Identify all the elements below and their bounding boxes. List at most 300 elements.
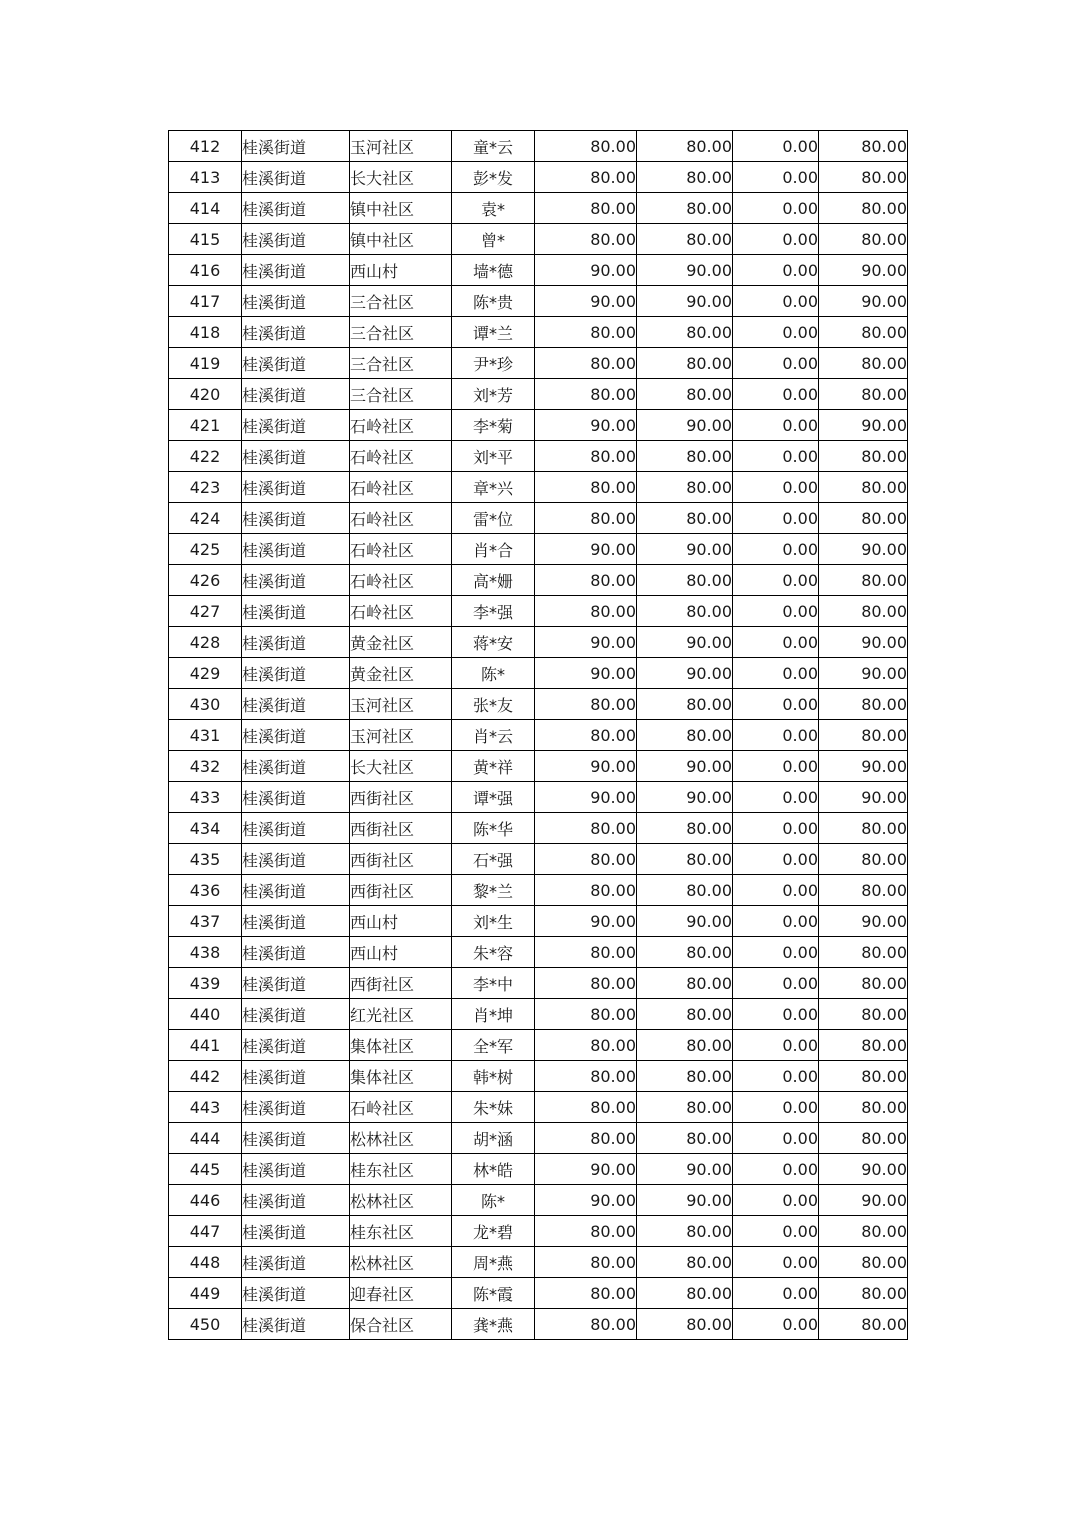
name-cell: 黄*祥 — [452, 751, 535, 782]
row-number-cell: 432 — [169, 751, 242, 782]
community-cell: 桂东社区 — [350, 1216, 452, 1247]
row-number-cell: 418 — [169, 317, 242, 348]
amount-cell: 90.00 — [535, 782, 637, 813]
amount-cell: 90.00 — [637, 627, 733, 658]
table-row — [169, 224, 908, 255]
row-number-cell: 450 — [169, 1309, 242, 1340]
amount-cell: 80.00 — [819, 1061, 908, 1092]
street-cell: 桂溪街道 — [242, 286, 350, 317]
table-row — [169, 1278, 908, 1309]
street-cell: 桂溪街道 — [242, 503, 350, 534]
community-cell: 石岭社区 — [350, 441, 452, 472]
amount-cell: 80.00 — [535, 596, 637, 627]
amount-cell: 0.00 — [733, 720, 819, 751]
amount-cell: 90.00 — [535, 410, 637, 441]
community-cell: 西街社区 — [350, 782, 452, 813]
data-table — [168, 130, 908, 1340]
amount-cell: 80.00 — [637, 1247, 733, 1278]
community-cell: 玉河社区 — [350, 720, 452, 751]
amount-cell: 0.00 — [733, 348, 819, 379]
street-cell: 桂溪街道 — [242, 1061, 350, 1092]
row-number-cell: 429 — [169, 658, 242, 689]
street-cell: 桂溪街道 — [242, 224, 350, 255]
amount-cell: 80.00 — [535, 1092, 637, 1123]
street-cell: 桂溪街道 — [242, 441, 350, 472]
name-cell: 肖*云 — [452, 720, 535, 751]
amount-cell: 0.00 — [733, 968, 819, 999]
amount-cell: 90.00 — [637, 751, 733, 782]
table-row — [169, 348, 908, 379]
community-cell: 石岭社区 — [350, 596, 452, 627]
amount-cell: 80.00 — [819, 1030, 908, 1061]
community-cell: 石岭社区 — [350, 472, 452, 503]
row-number-cell: 437 — [169, 906, 242, 937]
amount-cell: 0.00 — [733, 1185, 819, 1216]
amount-cell: 80.00 — [819, 813, 908, 844]
community-cell: 石岭社区 — [350, 1092, 452, 1123]
amount-cell: 0.00 — [733, 410, 819, 441]
table-row — [169, 1030, 908, 1061]
amount-cell: 90.00 — [535, 534, 637, 565]
name-cell: 陈* — [452, 1185, 535, 1216]
row-number-cell: 430 — [169, 689, 242, 720]
table-row — [169, 1185, 908, 1216]
name-cell: 黎*兰 — [452, 875, 535, 906]
table-row — [169, 1216, 908, 1247]
table-row — [169, 193, 908, 224]
amount-cell: 0.00 — [733, 1092, 819, 1123]
amount-cell: 90.00 — [637, 1154, 733, 1185]
row-number-cell: 428 — [169, 627, 242, 658]
table-row — [169, 1061, 908, 1092]
amount-cell: 80.00 — [637, 503, 733, 534]
amount-cell: 80.00 — [637, 968, 733, 999]
street-cell: 桂溪街道 — [242, 131, 350, 162]
street-cell: 桂溪街道 — [242, 1278, 350, 1309]
amount-cell: 0.00 — [733, 906, 819, 937]
name-cell: 高*姗 — [452, 565, 535, 596]
name-cell: 刘*芳 — [452, 379, 535, 410]
community-cell: 桂东社区 — [350, 1154, 452, 1185]
street-cell: 桂溪街道 — [242, 999, 350, 1030]
amount-cell: 80.00 — [637, 689, 733, 720]
amount-cell: 80.00 — [637, 131, 733, 162]
name-cell: 全*军 — [452, 1030, 535, 1061]
amount-cell: 80.00 — [819, 503, 908, 534]
amount-cell: 90.00 — [819, 410, 908, 441]
name-cell: 张*友 — [452, 689, 535, 720]
name-cell: 龙*碧 — [452, 1216, 535, 1247]
amount-cell: 0.00 — [733, 565, 819, 596]
community-cell: 镇中社区 — [350, 193, 452, 224]
name-cell: 陈*贵 — [452, 286, 535, 317]
table-row — [169, 286, 908, 317]
row-number-cell: 441 — [169, 1030, 242, 1061]
community-cell: 西山村 — [350, 255, 452, 286]
street-cell: 桂溪街道 — [242, 162, 350, 193]
name-cell: 胡*涵 — [452, 1123, 535, 1154]
name-cell: 李*强 — [452, 596, 535, 627]
amount-cell: 90.00 — [637, 255, 733, 286]
table-row — [169, 1123, 908, 1154]
street-cell: 桂溪街道 — [242, 1123, 350, 1154]
amount-cell: 90.00 — [819, 534, 908, 565]
amount-cell: 80.00 — [819, 596, 908, 627]
name-cell: 彭*发 — [452, 162, 535, 193]
community-cell: 西街社区 — [350, 844, 452, 875]
street-cell: 桂溪街道 — [242, 1092, 350, 1123]
amount-cell: 0.00 — [733, 224, 819, 255]
amount-cell: 80.00 — [535, 565, 637, 596]
table-row — [169, 1154, 908, 1185]
amount-cell: 80.00 — [535, 937, 637, 968]
street-cell: 桂溪街道 — [242, 379, 350, 410]
row-number-cell: 447 — [169, 1216, 242, 1247]
name-cell: 龚*燕 — [452, 1309, 535, 1340]
amount-cell: 0.00 — [733, 255, 819, 286]
amount-cell: 80.00 — [819, 1247, 908, 1278]
street-cell: 桂溪街道 — [242, 906, 350, 937]
community-cell: 玉河社区 — [350, 689, 452, 720]
street-cell: 桂溪街道 — [242, 1309, 350, 1340]
amount-cell: 0.00 — [733, 1216, 819, 1247]
amount-cell: 80.00 — [535, 1030, 637, 1061]
street-cell: 桂溪街道 — [242, 658, 350, 689]
name-cell: 尹*珍 — [452, 348, 535, 379]
row-number-cell: 439 — [169, 968, 242, 999]
table-row — [169, 131, 908, 162]
row-number-cell: 413 — [169, 162, 242, 193]
table-row — [169, 379, 908, 410]
row-number-cell: 425 — [169, 534, 242, 565]
name-cell: 袁* — [452, 193, 535, 224]
amount-cell: 80.00 — [535, 844, 637, 875]
table-row — [169, 565, 908, 596]
amount-cell: 90.00 — [535, 1185, 637, 1216]
amount-cell: 80.00 — [637, 1061, 733, 1092]
amount-cell: 80.00 — [535, 689, 637, 720]
name-cell: 刘*生 — [452, 906, 535, 937]
amount-cell: 80.00 — [819, 844, 908, 875]
amount-cell: 80.00 — [819, 1123, 908, 1154]
table-row — [169, 627, 908, 658]
community-cell: 三合社区 — [350, 379, 452, 410]
table-row — [169, 255, 908, 286]
row-number-cell: 419 — [169, 348, 242, 379]
table-row — [169, 441, 908, 472]
amount-cell: 0.00 — [733, 472, 819, 503]
amount-cell: 80.00 — [535, 720, 637, 751]
row-number-cell: 422 — [169, 441, 242, 472]
amount-cell: 80.00 — [535, 162, 637, 193]
name-cell: 陈*华 — [452, 813, 535, 844]
amount-cell: 0.00 — [733, 999, 819, 1030]
name-cell: 李*中 — [452, 968, 535, 999]
amount-cell: 80.00 — [819, 937, 908, 968]
amount-cell: 80.00 — [535, 1216, 637, 1247]
name-cell: 谭*兰 — [452, 317, 535, 348]
amount-cell: 0.00 — [733, 162, 819, 193]
table-row — [169, 968, 908, 999]
amount-cell: 80.00 — [637, 999, 733, 1030]
community-cell: 西山村 — [350, 937, 452, 968]
amount-cell: 80.00 — [819, 193, 908, 224]
table-row — [169, 782, 908, 813]
community-cell: 保合社区 — [350, 1309, 452, 1340]
community-cell: 集体社区 — [350, 1030, 452, 1061]
amount-cell: 0.00 — [733, 534, 819, 565]
street-cell: 桂溪街道 — [242, 1030, 350, 1061]
amount-cell: 90.00 — [819, 782, 908, 813]
table-row — [169, 999, 908, 1030]
street-cell: 桂溪街道 — [242, 255, 350, 286]
amount-cell: 80.00 — [637, 1278, 733, 1309]
community-cell: 石岭社区 — [350, 410, 452, 441]
amount-cell: 80.00 — [637, 379, 733, 410]
amount-cell: 80.00 — [637, 1309, 733, 1340]
row-number-cell: 424 — [169, 503, 242, 534]
amount-cell: 90.00 — [637, 1185, 733, 1216]
street-cell: 桂溪街道 — [242, 317, 350, 348]
street-cell: 桂溪街道 — [242, 968, 350, 999]
amount-cell: 90.00 — [819, 286, 908, 317]
amount-cell: 80.00 — [819, 1092, 908, 1123]
name-cell: 曾* — [452, 224, 535, 255]
street-cell: 桂溪街道 — [242, 844, 350, 875]
community-cell: 松林社区 — [350, 1247, 452, 1278]
amount-cell: 80.00 — [819, 162, 908, 193]
row-number-cell: 435 — [169, 844, 242, 875]
table-row — [169, 503, 908, 534]
street-cell: 桂溪街道 — [242, 689, 350, 720]
amount-cell: 80.00 — [819, 348, 908, 379]
street-cell: 桂溪街道 — [242, 720, 350, 751]
community-cell: 长大社区 — [350, 751, 452, 782]
table-row — [169, 844, 908, 875]
row-number-cell: 414 — [169, 193, 242, 224]
amount-cell: 0.00 — [733, 813, 819, 844]
amount-cell: 90.00 — [637, 534, 733, 565]
table-row — [169, 906, 908, 937]
amount-cell: 80.00 — [637, 441, 733, 472]
amount-cell: 80.00 — [535, 379, 637, 410]
amount-cell: 80.00 — [637, 224, 733, 255]
name-cell: 童*云 — [452, 131, 535, 162]
community-cell: 镇中社区 — [350, 224, 452, 255]
amount-cell: 0.00 — [733, 751, 819, 782]
amount-cell: 90.00 — [535, 906, 637, 937]
amount-cell: 80.00 — [637, 162, 733, 193]
table-body — [169, 131, 908, 1340]
community-cell: 西街社区 — [350, 875, 452, 906]
amount-cell: 80.00 — [819, 317, 908, 348]
amount-cell: 80.00 — [535, 968, 637, 999]
amount-cell: 90.00 — [819, 1154, 908, 1185]
amount-cell: 90.00 — [819, 255, 908, 286]
community-cell: 西街社区 — [350, 968, 452, 999]
table-row — [169, 410, 908, 441]
amount-cell: 80.00 — [637, 844, 733, 875]
amount-cell: 80.00 — [637, 1216, 733, 1247]
amount-cell: 90.00 — [819, 751, 908, 782]
table-row — [169, 1092, 908, 1123]
community-cell: 黄金社区 — [350, 658, 452, 689]
amount-cell: 80.00 — [637, 1030, 733, 1061]
amount-cell: 80.00 — [637, 193, 733, 224]
amount-cell: 80.00 — [819, 999, 908, 1030]
amount-cell: 90.00 — [535, 1154, 637, 1185]
community-cell: 西山村 — [350, 906, 452, 937]
amount-cell: 80.00 — [637, 317, 733, 348]
amount-cell: 0.00 — [733, 1061, 819, 1092]
amount-cell: 80.00 — [535, 224, 637, 255]
amount-cell: 80.00 — [535, 131, 637, 162]
table-row — [169, 596, 908, 627]
table-row — [169, 751, 908, 782]
table-row — [169, 658, 908, 689]
community-cell: 石岭社区 — [350, 503, 452, 534]
row-number-cell: 417 — [169, 286, 242, 317]
row-number-cell: 416 — [169, 255, 242, 286]
street-cell: 桂溪街道 — [242, 193, 350, 224]
amount-cell: 90.00 — [637, 906, 733, 937]
community-cell: 玉河社区 — [350, 131, 452, 162]
amount-cell: 90.00 — [637, 782, 733, 813]
amount-cell: 0.00 — [733, 937, 819, 968]
amount-cell: 80.00 — [637, 1123, 733, 1154]
amount-cell: 80.00 — [637, 596, 733, 627]
community-cell: 三合社区 — [350, 286, 452, 317]
community-cell: 黄金社区 — [350, 627, 452, 658]
community-cell: 西街社区 — [350, 813, 452, 844]
name-cell: 蒋*安 — [452, 627, 535, 658]
table-row — [169, 813, 908, 844]
community-cell: 三合社区 — [350, 348, 452, 379]
amount-cell: 0.00 — [733, 627, 819, 658]
amount-cell: 0.00 — [733, 1154, 819, 1185]
row-number-cell: 436 — [169, 875, 242, 906]
amount-cell: 80.00 — [535, 317, 637, 348]
amount-cell: 80.00 — [637, 472, 733, 503]
row-number-cell: 427 — [169, 596, 242, 627]
name-cell: 陈*霞 — [452, 1278, 535, 1309]
name-cell: 章*兴 — [452, 472, 535, 503]
amount-cell: 80.00 — [535, 875, 637, 906]
street-cell: 桂溪街道 — [242, 534, 350, 565]
row-number-cell: 423 — [169, 472, 242, 503]
street-cell: 桂溪街道 — [242, 875, 350, 906]
amount-cell: 80.00 — [819, 875, 908, 906]
amount-cell: 0.00 — [733, 379, 819, 410]
amount-cell: 0.00 — [733, 689, 819, 720]
community-cell: 集体社区 — [350, 1061, 452, 1092]
street-cell: 桂溪街道 — [242, 751, 350, 782]
name-cell: 谭*强 — [452, 782, 535, 813]
table-row — [169, 720, 908, 751]
row-number-cell: 431 — [169, 720, 242, 751]
row-number-cell: 415 — [169, 224, 242, 255]
amount-cell: 80.00 — [535, 813, 637, 844]
table-row — [169, 875, 908, 906]
row-number-cell: 445 — [169, 1154, 242, 1185]
community-cell: 三合社区 — [350, 317, 452, 348]
name-cell: 陈* — [452, 658, 535, 689]
amount-cell: 80.00 — [819, 224, 908, 255]
amount-cell: 80.00 — [819, 441, 908, 472]
amount-cell: 80.00 — [637, 720, 733, 751]
amount-cell: 90.00 — [535, 627, 637, 658]
amount-cell: 80.00 — [819, 379, 908, 410]
row-number-cell: 433 — [169, 782, 242, 813]
table-row — [169, 1309, 908, 1340]
name-cell: 石*强 — [452, 844, 535, 875]
amount-cell: 90.00 — [535, 255, 637, 286]
community-cell: 长大社区 — [350, 162, 452, 193]
amount-cell: 80.00 — [819, 1216, 908, 1247]
amount-cell: 80.00 — [637, 348, 733, 379]
row-number-cell: 442 — [169, 1061, 242, 1092]
amount-cell: 80.00 — [535, 193, 637, 224]
amount-cell: 90.00 — [535, 658, 637, 689]
street-cell: 桂溪街道 — [242, 627, 350, 658]
amount-cell: 0.00 — [733, 193, 819, 224]
amount-cell: 80.00 — [535, 441, 637, 472]
street-cell: 桂溪街道 — [242, 937, 350, 968]
amount-cell: 80.00 — [637, 875, 733, 906]
amount-cell: 90.00 — [637, 410, 733, 441]
amount-cell: 0.00 — [733, 441, 819, 472]
amount-cell: 80.00 — [819, 472, 908, 503]
amount-cell: 90.00 — [819, 627, 908, 658]
amount-cell: 0.00 — [733, 1309, 819, 1340]
amount-cell: 0.00 — [733, 1247, 819, 1278]
row-number-cell: 449 — [169, 1278, 242, 1309]
amount-cell: 80.00 — [819, 565, 908, 596]
amount-cell: 90.00 — [637, 658, 733, 689]
amount-cell: 90.00 — [637, 286, 733, 317]
amount-cell: 80.00 — [535, 1061, 637, 1092]
amount-cell: 80.00 — [535, 1309, 637, 1340]
amount-cell: 80.00 — [819, 131, 908, 162]
street-cell: 桂溪街道 — [242, 348, 350, 379]
community-cell: 石岭社区 — [350, 534, 452, 565]
name-cell: 周*燕 — [452, 1247, 535, 1278]
community-cell: 石岭社区 — [350, 565, 452, 596]
amount-cell: 0.00 — [733, 1030, 819, 1061]
row-number-cell: 446 — [169, 1185, 242, 1216]
amount-cell: 80.00 — [819, 1309, 908, 1340]
amount-cell: 80.00 — [637, 1092, 733, 1123]
community-cell: 松林社区 — [350, 1185, 452, 1216]
table-row — [169, 937, 908, 968]
amount-cell: 80.00 — [819, 720, 908, 751]
street-cell: 桂溪街道 — [242, 1154, 350, 1185]
amount-cell: 80.00 — [819, 1278, 908, 1309]
table-row — [169, 1247, 908, 1278]
amount-cell: 80.00 — [535, 1247, 637, 1278]
street-cell: 桂溪街道 — [242, 813, 350, 844]
amount-cell: 0.00 — [733, 782, 819, 813]
amount-cell: 90.00 — [819, 906, 908, 937]
amount-cell: 0.00 — [733, 503, 819, 534]
name-cell: 刘*平 — [452, 441, 535, 472]
amount-cell: 0.00 — [733, 286, 819, 317]
row-number-cell: 420 — [169, 379, 242, 410]
street-cell: 桂溪街道 — [242, 1247, 350, 1278]
row-number-cell: 443 — [169, 1092, 242, 1123]
amount-cell: 0.00 — [733, 1123, 819, 1154]
amount-cell: 90.00 — [819, 658, 908, 689]
